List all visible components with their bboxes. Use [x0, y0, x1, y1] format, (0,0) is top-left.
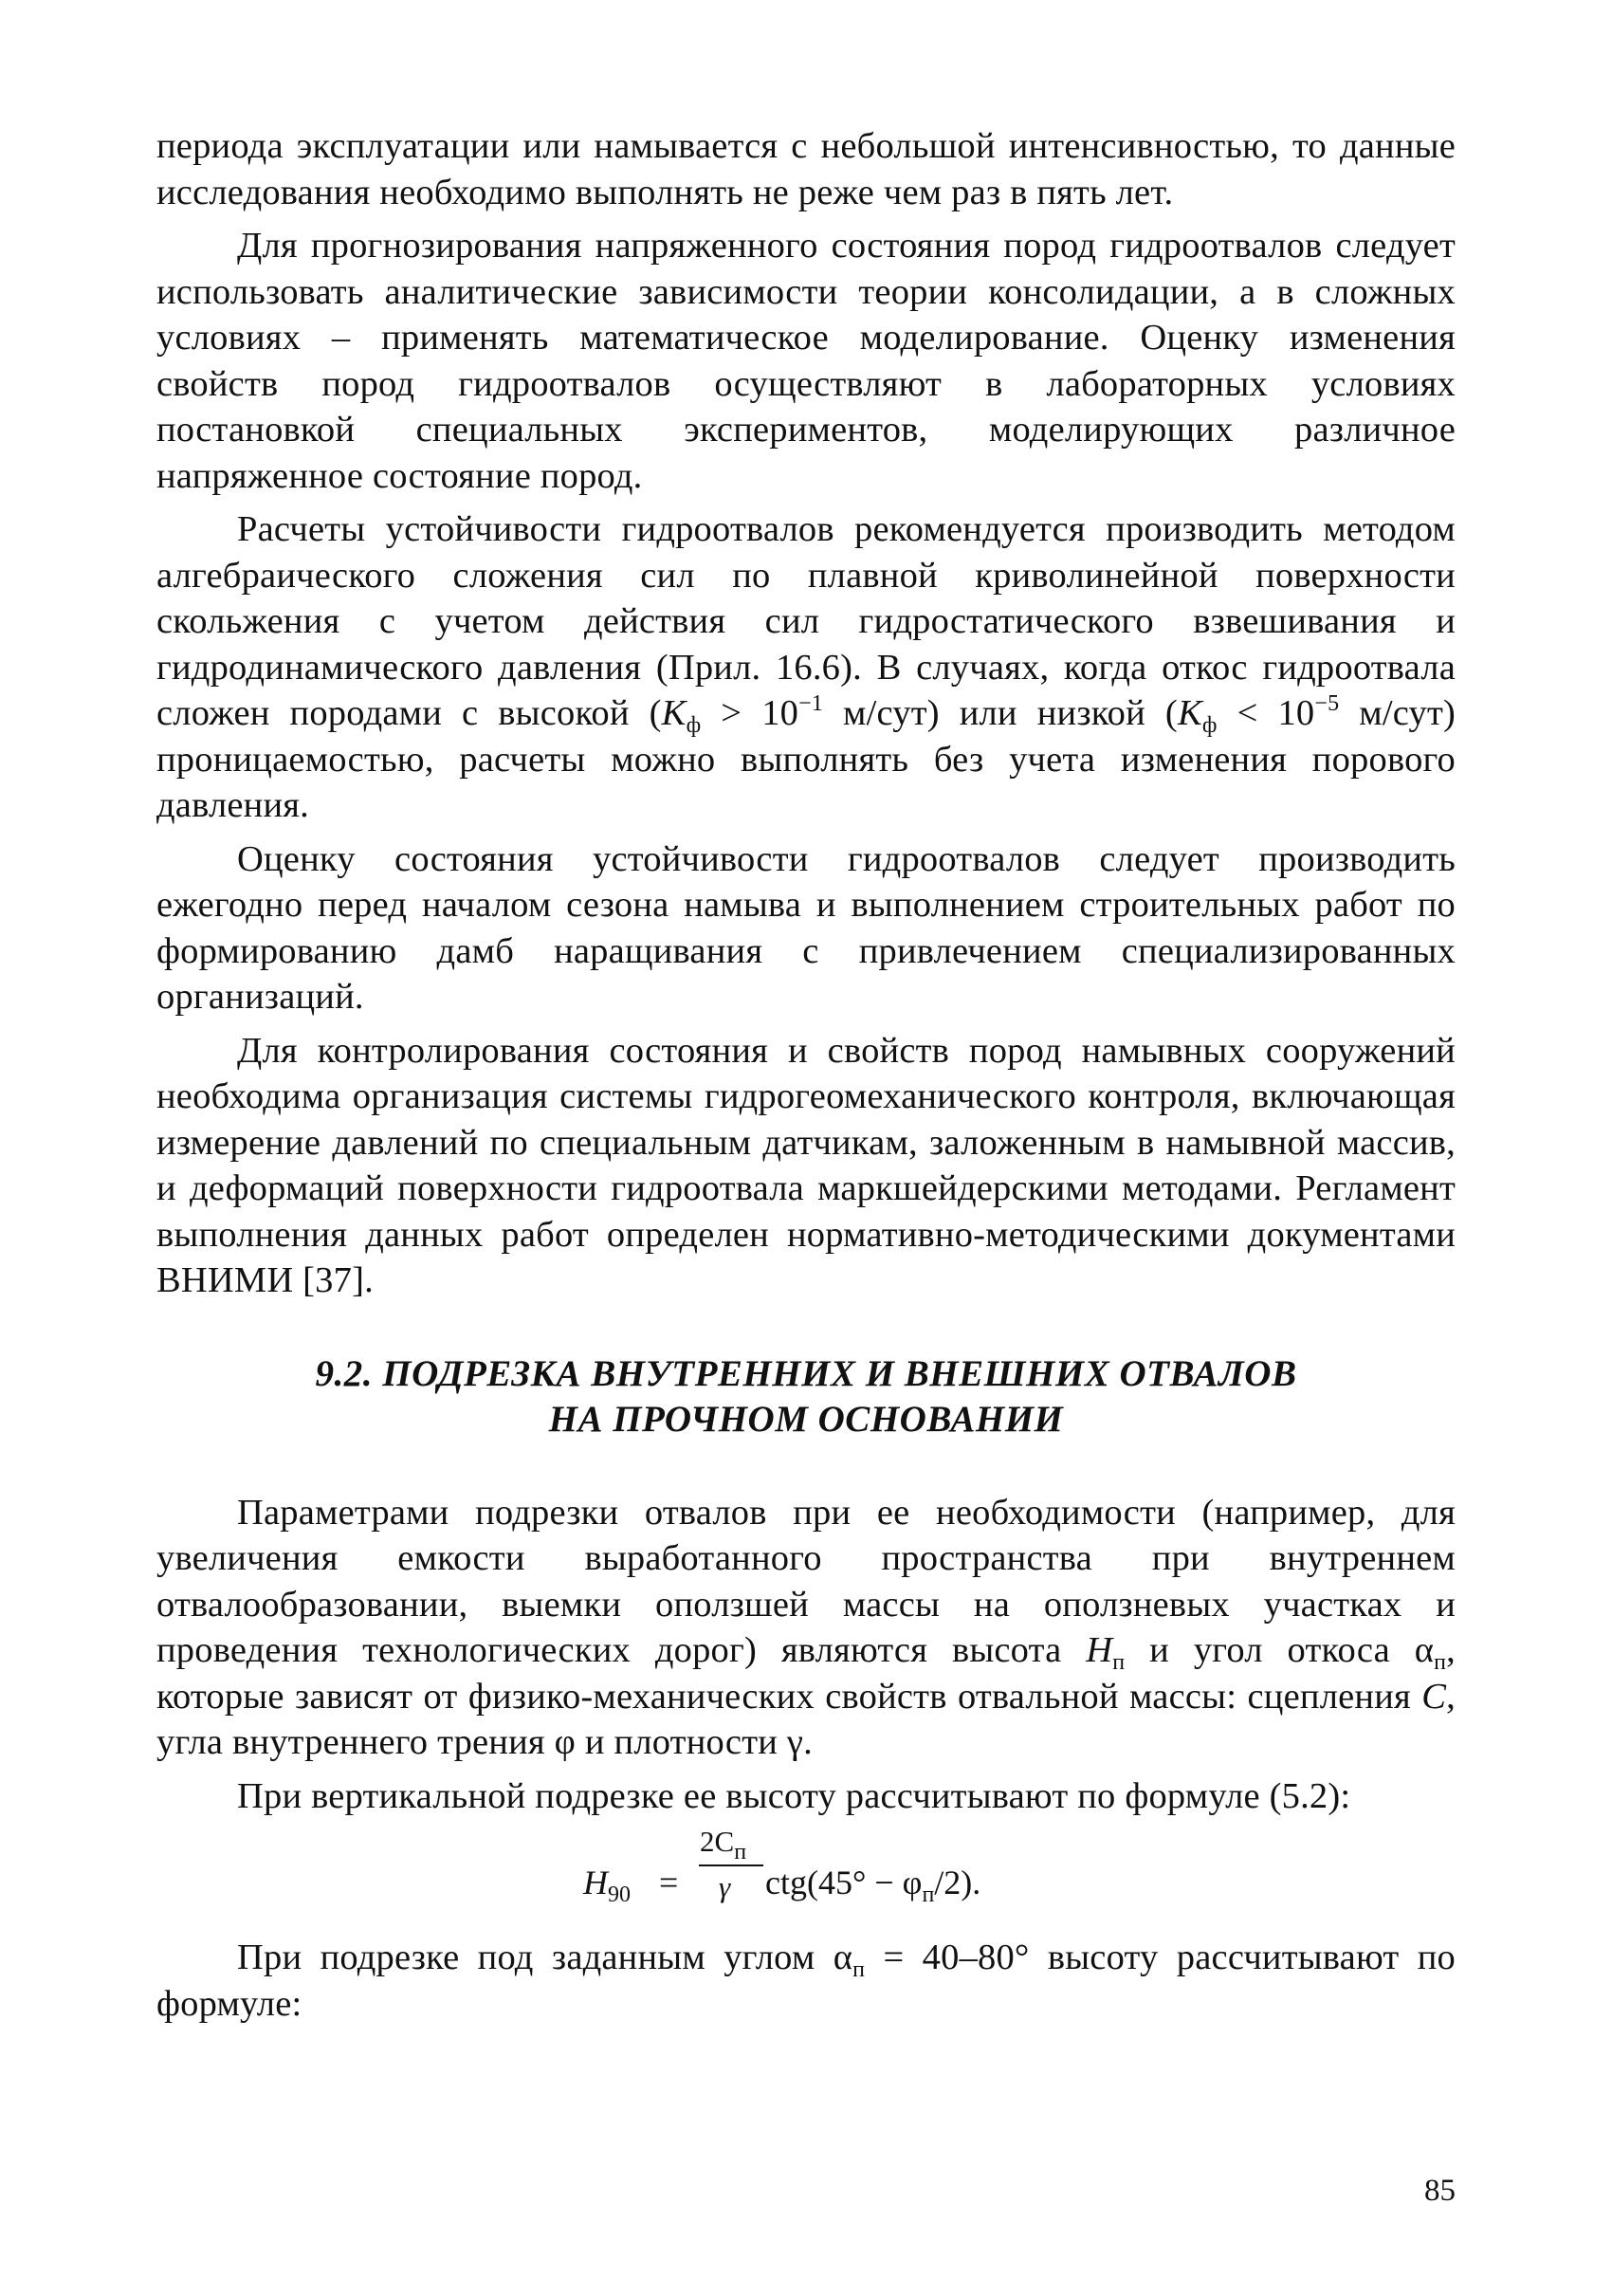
formula-numerator-subscript: п — [734, 1840, 747, 1864]
k-phi-symbol: K — [661, 693, 687, 733]
alpha-subscript: п — [1434, 1650, 1447, 1675]
formula-numerator-text: 2C — [700, 1825, 735, 1858]
formula-rhs — [765, 1863, 981, 1907]
paragraph-3-text-d: < 10 — [1217, 693, 1315, 733]
paragraph-5: Для контролирования состояния и свойств пород намывных сооружений необходима организация системы гидрогеомеханического контроля, включающая измерение давлений по специальным датчикам, заложенным в намывной массив, и деформаций поверхности гидроотвала маркшейдерскими методами. Регламент выполнения данных работ определен нормативно-методическими документами ВНИМИ [37]. — [156, 1030, 1456, 1300]
k-phi-subscript: ф — [686, 713, 702, 738]
paragraph-6-text-d: , угла внутреннего трения φ и плотности γ. — [156, 1676, 1456, 1762]
paragraph-6-text-a: Параметрами подрезки отвалов при ее необходимости (например, для увеличения емкости выработанного пространства при внутреннем отвалообразовании, выемки оползшей массы на оползневых участках и проведения технологических дорог) являются высота — [156, 1492, 1456, 1670]
paragraph-4: Оценку состояния устойчивости гидроотвалов следует производить ежегодно перед началом сезона намыва и выполнением строительных работ по формированию дамб наращивания с привлечением специализированных организаций. — [156, 838, 1456, 1017]
exponent-minus-1: −1 — [798, 691, 824, 716]
formula-rhs-subscript: п — [922, 1883, 935, 1907]
paragraph-6-text-b: и угол откоса α — [1125, 1630, 1435, 1670]
formula-rhs-text: ctg(45° − φ — [765, 1864, 923, 1901]
formula-equals: = — [659, 1864, 679, 1901]
alpha-subscript-2: п — [852, 1957, 866, 1982]
k-phi-symbol-2: K — [1177, 693, 1202, 733]
page-content — [156, 123, 1456, 2027]
paragraph-8-text-a: При подрезке под заданным углом α — [237, 1938, 853, 1977]
paragraph-1: периода эксплуатации или намывается с небольшой интенсивностью, то данные исследования необходимо выполнять не реже чем раз в пять лет. — [156, 126, 1456, 212]
paragraph-3-text-a: Расчеты устойчивости гидроотвалов рекомендуется производить методом алгебраического сложения сил по плавной криволинейной поверхности скольжения с учетом действия сил гидростатического взвешивания и гидродинамического давления (Прил. 16.6). В случаях, когда откос гидроотвала сложен породами с высокой ( — [156, 509, 1456, 733]
c-symbol: C — [1421, 1676, 1447, 1717]
exponent-minus-5: −5 — [1314, 691, 1340, 716]
formula-denominator: γ — [719, 1870, 731, 1903]
formula-fraction-bar — [699, 1864, 763, 1866]
h-subscript: п — [1112, 1650, 1126, 1675]
paragraph-3-text-b: > 10 — [701, 693, 799, 733]
formula-lhs-subscript: 90 — [608, 1883, 631, 1907]
paragraph-8-text-b: = 40–80° высоту рассчитывают по формуле: — [156, 1938, 1456, 2024]
formula-lhs — [583, 1863, 631, 1907]
section-heading-line-2: НА ПРОЧНОМ ОСНОВАНИИ — [548, 1398, 1064, 1440]
h-symbol: H — [1086, 1630, 1113, 1670]
k-phi-subscript-2: ф — [1201, 713, 1218, 738]
paragraph-8 — [156, 1935, 1456, 2027]
paragraph-2: Для прогнозирования напряженного состояния пород гидроотвалов следует использовать аналитические зависимости теории консолидации, а в сложных условиях – применять математическое моделирование. Оценку изменения свойств пород гидроотвалов осуществляют в лабораторных условиях постановкой специальных экспериментов, моделирующих различное напряженное состояние пород. — [156, 226, 1456, 496]
paragraph-3 — [156, 506, 1456, 829]
paragraph-7: При вертикальной подрезке ее высоту рассчитывают по формуле (5.2): — [237, 1775, 1351, 1816]
page-number: 85 — [1424, 2174, 1456, 2208]
formula-5-2 — [156, 1821, 1456, 1923]
paragraph-3-text-e: м/сут) проницаемостью, расчеты можно выполнять без учета изменения порового давления. — [156, 693, 1456, 825]
formula-rhs-end: /2). — [934, 1864, 981, 1901]
formula-numerator — [700, 1825, 747, 1864]
paragraph-3-text-c: м/сут) или низкой ( — [823, 693, 1178, 733]
paragraph-6-text-c: , которые зависят от физико-механических свойств отвальной массы: сцепления — [156, 1630, 1456, 1717]
formula-lhs-symbol: H — [583, 1864, 608, 1901]
section-heading — [156, 1351, 1456, 1442]
paragraph-6 — [156, 1490, 1456, 1766]
section-heading-line-1: 9.2. ПОДРЕЗКА ВНУТРЕННИХ И ВНЕШНИХ ОТВАЛОВ — [315, 1352, 1297, 1394]
